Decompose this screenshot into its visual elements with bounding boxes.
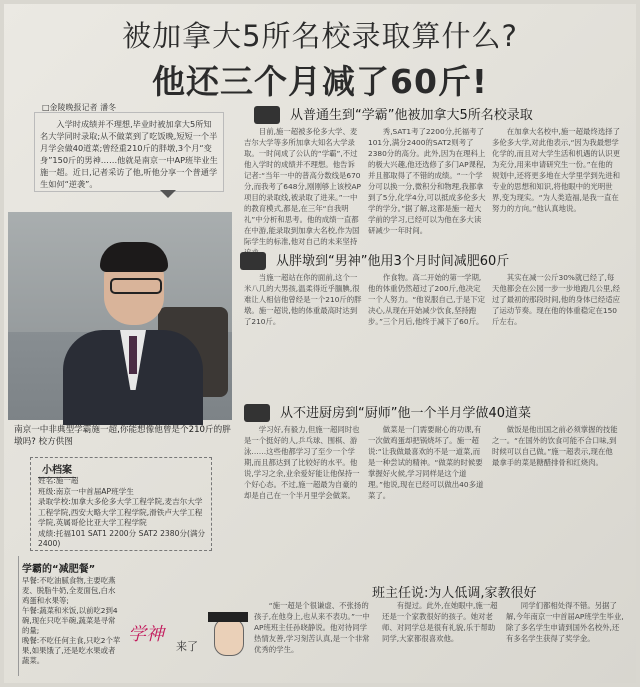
photo-hair bbox=[100, 242, 168, 272]
section-column: 做菜是一门需要耐心的功课,有一次做鸡蛋却把锅烧坏了。施一超说:“让我做最喜欢的不是一道菜,而是一种尝试的精神。“做菜的时候要掌握好火候,学习同样是这个道理。”他说,现在已经可以做出40多道菜了。 bbox=[368, 425, 484, 500]
section-heading: 从不进厨房到“厨师”他一个半月学做40道菜 bbox=[280, 406, 532, 421]
headline-line2: 他还三个月减了60斤! bbox=[152, 62, 488, 101]
column-logo bbox=[128, 612, 248, 662]
section-heading: 从胖墩到“男神”他用3个月时间减肥60斤 bbox=[276, 254, 510, 269]
section-column: 目前,施一超被多伦多大学、麦吉尔大学等多所加拿大知名大学录取。一时间成了公认的“学霸”,不过他入学时的成绩并不理想。他告诉记者:“当年一中的普高分数线是670分,而我考了648分,刚刚够上该校AP项目的录取线,被录取了进来。”一中的教育模式,都是,在三年“自我明礼”中分析和思考。他的成绩一直都在中游,能录取到加拿大名校,作为国际学生的标准,他对自己的未来坚持 bbox=[244, 127, 362, 246]
mascot-icon bbox=[214, 618, 244, 656]
headline-line1: 被加拿大5所名校录取算什么? bbox=[122, 19, 518, 53]
logo-text: 学神 bbox=[128, 624, 164, 645]
diet-line: 晚餐:不吃任何主食,只吃2个苹果,如果饿了,还是吃水果或者蔬菜。 bbox=[22, 636, 121, 665]
diet-content bbox=[22, 576, 122, 666]
profile-title: 小档案 bbox=[38, 460, 76, 478]
profile-line: 班级:南京一中首届AP班学生 bbox=[38, 486, 134, 496]
section-column: 秀,SAT1考了2200分,托福考了101分,满分2400的SAT2则考了2380分的高分。此外,因为在理科上的极大兴趣,他还选修了多门AP课程,并且都取得了不错的成绩。“一个学分可以换一分,微积分和物理,我都拿到了5分,化学4分,可以抵成多伦多大学的学分。”据了解,这都是施一超大学前的学习,已经可以为他在多大读研减少一年时间。 bbox=[368, 127, 486, 235]
section-column: 作食物。高二开始的第一学期,他的体重仍然超过了200斤,他决定一个人努力。“他说服自己,于是下定决心,从现在开始减少饮食,坚持跑步。”三个月后,他终于减下了60斤。 bbox=[368, 273, 486, 326]
photo-tie bbox=[129, 336, 137, 374]
profile-line: 成绩:托福101 SAT1 2200分 SAT2 2380分(满分2400) bbox=[38, 528, 206, 548]
chef-hat-icon bbox=[244, 404, 270, 422]
section-heading: 从普通生到“学霸”他被加拿大5所名校录取 bbox=[290, 108, 533, 123]
section-column: “施一超是个很谦虚、不张扬的孩子,在他身上,也从来不表功。”一中AP班班主任孙晓静说。他对待同学热情友善,学习刻苦认真,是一个非常优秀的学生。 bbox=[254, 601, 370, 654]
section-heading: 班主任说:为人低调,家教很好 bbox=[372, 586, 537, 601]
profile-content bbox=[38, 476, 206, 550]
section-column: 在加拿大名校中,施一超最终选择了多伦多大学,对此他表示,“因为我最想学化学的,而且对大学生活和机遇的认识更为充分,用来申请研究生一份。”在他的规划中,还将更多地在大学里学到先进和专业的思想和知识,将他眼中的光明世界,变为现实。“为人类造福,是我一直在努力的方向。”他认真地说。 bbox=[492, 127, 621, 213]
diet-title: 学霸的“减肥餐” bbox=[22, 564, 96, 575]
byline: □金陵晚报记者 潘冬 bbox=[42, 103, 117, 112]
scale-icon bbox=[240, 252, 266, 270]
diet-line: 早餐:不吃油腻食物,主要吃燕麦、脱脂牛奶,全麦面包,白水鸡蛋和水果等; bbox=[22, 576, 116, 605]
intro-paragraph: 入学时成绩并不理想,毕业时被加拿大5所知名大学同时录取;从不做菜到了吃饭晚,短短一个半月学会做40道菜;曾经重210斤的胖墩,3个月“变身”150斤的男神……他就是南京一中AP班毕业生施一超。近日,记者采访了他,听他分享一个普通学生如何“逆袭”。 bbox=[40, 119, 218, 189]
section-column: 其实在减一公斤30%就已经了,每天他都会在公园一步一步地跑几公里,经过了最初的那段时间,他的身体已经适应了运动节奏。现在他的体重稳定在150斤左右。 bbox=[492, 273, 620, 326]
section-column: 当施一超站在你的面前,这个一米八几的大男孩,温柔得近乎腼腆,很难让人相信他曾经是一个210斤的胖墩。施一超说,他的体重最高时达到了210斤。 bbox=[244, 273, 362, 326]
photo-glasses bbox=[110, 278, 162, 294]
diet-line: 午餐:蔬菜和米饭,以前吃2到4碗,现在只吃半碗,蔬菜是寻常的量; bbox=[22, 606, 118, 635]
section-column: 有提过。此外,在她眼中,施一超还是一个家教很好的孩子。她对老师、对同学总是很有礼貌,乐于帮助同学,大家都很喜欢他。 bbox=[382, 601, 498, 643]
photo-caption: 南京一中非典型学霸施一超,你能想像他曾是个210斤的胖墩吗? 校方供图 bbox=[14, 425, 231, 447]
section-column: 学习好,有毅力,但施一超同时也是一个挺好的人,乒乓球、围棋、游泳……这些他都学习了至少一个学期,而且都达到了比较好的水平。他说,学习之余,业余爱好能让他保持一个好心态。不过,施一超最为自豪的却是自己在一个半月里学会做菜。 bbox=[244, 425, 360, 500]
chevron-down-icon bbox=[160, 190, 176, 198]
logo-subtext: 来了 bbox=[176, 640, 198, 653]
graduation-cap-icon bbox=[208, 612, 248, 622]
profile-line: 录取学校:加拿大多伦多大学工程学院,麦吉尔大学工程学院,西安大略大学工程学院,滑铁卢大学工程学院,英属哥伦比亚大学工程学院 bbox=[38, 497, 203, 527]
section-column: 同学们都相处得不错。另据了解,今年南京一中首届AP班学生毕业,除了多名学生申请到国外名校外,还有多名学生获得了奖学金。 bbox=[506, 601, 624, 643]
section-column: 做饭是他出国之前必须掌握的技能之一。“在国外的饮食可能不合口味,到时候可以自己做。”施一超表示,现在他最拿手的菜是糖醋排骨和红烧肉。 bbox=[492, 425, 618, 467]
profile-line: 姓名:施一超 bbox=[38, 476, 79, 485]
graduation-cap-icon bbox=[254, 106, 280, 124]
student-photo bbox=[8, 212, 232, 420]
